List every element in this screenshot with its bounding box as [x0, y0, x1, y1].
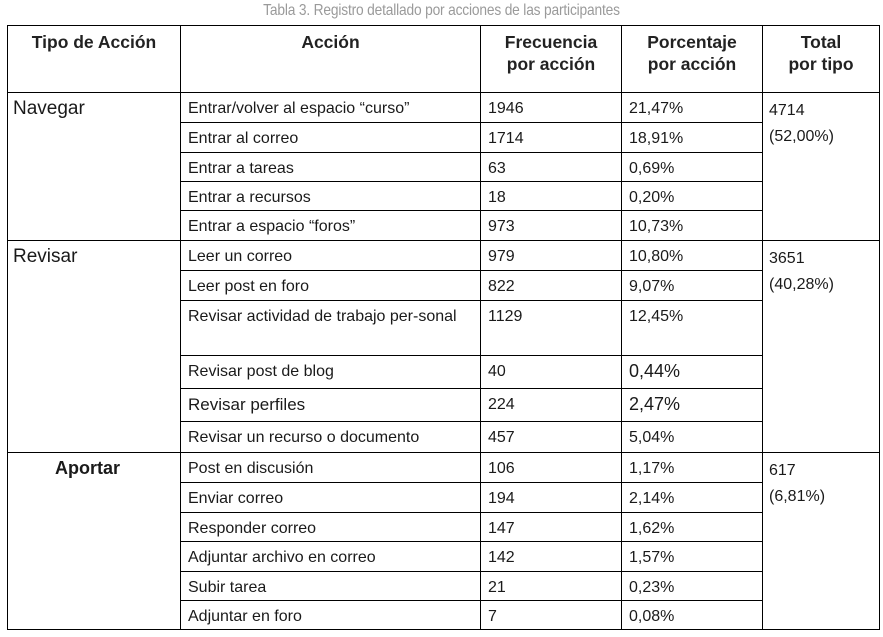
pct-cell: 0,69% — [622, 153, 763, 182]
actions-table — [7, 25, 880, 630]
table-row — [8, 241, 880, 271]
freq-cell: 142 — [481, 542, 622, 572]
action-cell: Revisar un recurso o documento — [181, 422, 481, 453]
freq-cell: 1714 — [481, 123, 622, 153]
action-cell: Leer post en foro — [181, 271, 481, 301]
freq-cell: 63 — [481, 153, 622, 182]
pct-cell: 10,80% — [622, 241, 763, 271]
freq-cell: 40 — [481, 356, 622, 389]
action-cell: Adjuntar en foro — [181, 601, 481, 630]
pct-cell: 1,17% — [622, 453, 763, 483]
action-cell: Adjuntar archivo en correo — [181, 542, 481, 572]
action-cell: Leer un correo — [181, 241, 481, 271]
freq-cell: 979 — [481, 241, 622, 271]
table-row — [8, 453, 880, 483]
action-cell: Revisar post de blog — [181, 356, 481, 389]
action-cell: Revisar perfiles — [181, 389, 481, 422]
header-action: Acción — [181, 26, 481, 93]
action-cell: Entrar a espacio “foros” — [181, 211, 481, 241]
freq-cell: 18 — [481, 182, 622, 211]
table-caption: Tabla 3. Registro detallado por acciones de las participantes — [263, 2, 620, 19]
freq-cell: 1946 — [481, 93, 622, 123]
type-cell-revisar: Revisar — [8, 241, 181, 453]
freq-cell: 822 — [481, 271, 622, 301]
type-cell-navegar: Navegar — [8, 93, 181, 241]
pct-cell: 1,57% — [622, 542, 763, 572]
freq-cell: 224 — [481, 389, 622, 422]
action-cell: Post en discusión — [181, 453, 481, 483]
pct-cell: 0,20% — [622, 182, 763, 211]
pct-cell: 1,62% — [622, 513, 763, 542]
action-cell: Revisar actividad de trabajo per-sonal — [181, 301, 481, 356]
pct-cell: 0,44% — [622, 356, 763, 389]
header-percentage: Porcentaje por acción — [622, 26, 763, 93]
action-cell: Subir tarea — [181, 572, 481, 601]
freq-cell: 457 — [481, 422, 622, 453]
table-row — [8, 93, 880, 123]
total-cell-navegar: 4714 (52,00%) — [763, 93, 880, 241]
freq-cell: 194 — [481, 483, 622, 513]
action-cell: Entrar/volver al espacio “curso” — [181, 93, 481, 123]
pct-cell: 0,23% — [622, 572, 763, 601]
header-frequency: Frecuencia por acción — [481, 26, 622, 93]
pct-cell: 18,91% — [622, 123, 763, 153]
pct-cell: 12,45% — [622, 301, 763, 356]
pct-cell: 10,73% — [622, 211, 763, 241]
pct-cell: 21,47% — [622, 93, 763, 123]
action-cell: Enviar correo — [181, 483, 481, 513]
header-row — [8, 26, 880, 93]
header-type: Tipo de Acción — [8, 26, 181, 93]
freq-cell: 1129 — [481, 301, 622, 356]
freq-cell: 7 — [481, 601, 622, 630]
action-cell: Entrar a recursos — [181, 182, 481, 211]
total-cell-revisar: 3651 (40,28%) — [763, 241, 880, 453]
pct-cell: 2,47% — [622, 389, 763, 422]
pct-cell: 9,07% — [622, 271, 763, 301]
freq-cell: 973 — [481, 211, 622, 241]
freq-cell: 21 — [481, 572, 622, 601]
action-cell: Entrar al correo — [181, 123, 481, 153]
pct-cell: 0,08% — [622, 601, 763, 630]
freq-cell: 106 — [481, 453, 622, 483]
freq-cell: 147 — [481, 513, 622, 542]
action-cell: Entrar a tareas — [181, 153, 481, 182]
pct-cell: 2,14% — [622, 483, 763, 513]
header-total: Total por tipo — [763, 26, 880, 93]
action-cell: Responder correo — [181, 513, 481, 542]
total-cell-aportar: 617 (6,81%) — [763, 453, 880, 630]
pct-cell: 5,04% — [622, 422, 763, 453]
type-cell-aportar: Aportar — [8, 453, 181, 630]
